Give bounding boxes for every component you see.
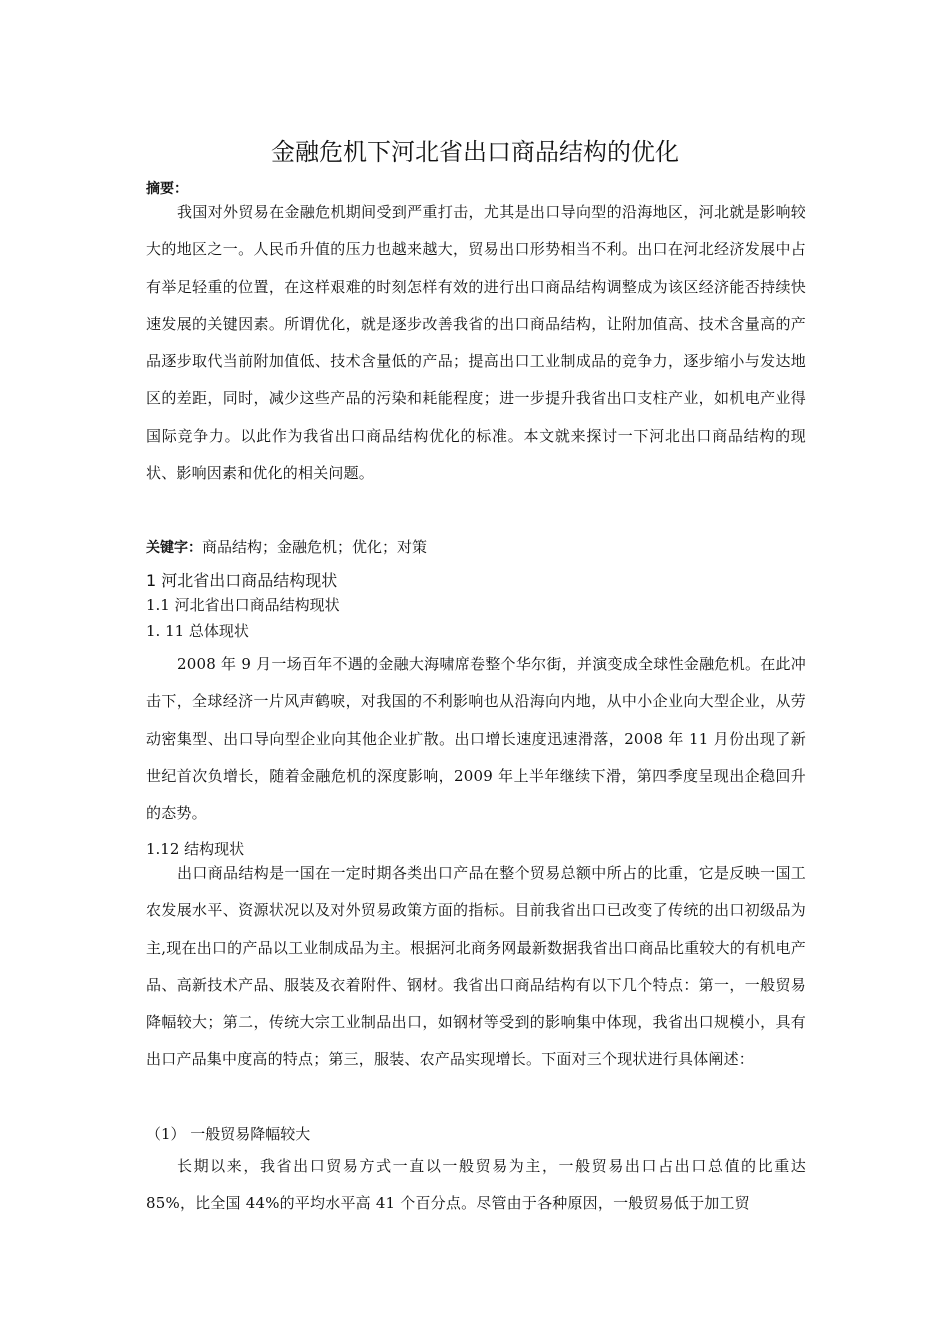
document-title: 金融危机下河北省出口商品结构的优化 <box>271 138 679 166</box>
section-1-heading: 1 河北省出口商品结构现状 <box>146 571 338 590</box>
keywords-text: 商品结构；金融危机；优化；对策 <box>202 538 428 556</box>
structure-status-paragraph: 出口商品结构是一国在一定时期各类出口产品在整个贸易总额中所占的比重，它是反映一国工农发展水平、资源状况以及对外贸易政策方面的指标。目前我省出口已改变了传统的出口初级品为主,现在出口的产品以工业制成品为主。根据河北商务网最新数据我省出口商品比重较大的有机电产品、高新技术产品、服装及衣着附件、钢材。我省出口商品结构有以下几个特点：第一，一般贸易降幅较大；第二，传统大宗工业制品出口，如钢材等受到的影响集中体现，我省出口规模小，具有出口产品集中度高的特点；第三，服装、农产品实现增长。下面对三个现状进行具体阐述： <box>146 864 806 1069</box>
section-1-12-heading: 1.12 结构现状 <box>146 840 245 858</box>
keywords-line <box>146 536 806 559</box>
keywords-label: 关键字： <box>146 540 202 556</box>
abstract-paragraph: 我国对外贸易在金融危机期间受到严重打击，尤其是出口导向型的沿海地区，河北就是影响较大的地区之一。人民币升值的压力也越来越大，贸易出口形势相当不利。出口在河北经济发展中占有举足轻重的位置，在这样艰难的时刻怎样有效的进行出口商品结构调整成为该区经济能否持续快速发展的关键因素。所谓优化，就是逐步改善我省的出口商品结构，让附加值高、技术含量高的产品逐步取代当前附加值低、技术含量低的产品；提高出口工业制成品的竞争力，逐步缩小与发达地区的差距，同时，减少这些产品的污染和耗能程度；进一步提升我省出口支柱产业，如机电产业得国际竞争力。以此作为我省出口商品结构优化的标准。本文就来探讨一下河北出口商品结构的现状、影响因素和优化的相关问题。 <box>146 203 806 483</box>
overall-status-paragraph: 2008 年 9 月一场百年不遇的金融大海啸席卷整个华尔街，并演变成全球性金融危机。在此冲击下，全球经济一片风声鹤唳，对我国的不利影响也从沿海向内地，从中小企业向大型企业，从劳动密集型、出口导向型企业向其他企业扩散。出口增长速度迅速滑落，2008 年 11 月份出现了新世纪首次负增长，随着金融危机的深度影响，2009 年上半年继续下滑，第四季度呈现出企稳回升的态势。 <box>146 655 806 823</box>
item-1-paragraph: 长期以来，我省出口贸易方式一直以一般贸易为主，一般贸易出口占出口总值的比重达 85%，比全国 44%的平均水平高 41 个百分点。尽管由于各种原因，一般贸易低于加工贸 <box>146 1157 806 1213</box>
item-1-heading: （1） 一般贸易降幅较大 <box>146 1125 311 1143</box>
abstract-label: 摘要： <box>146 181 188 197</box>
section-1-11-heading: 1. 11 总体现状 <box>146 622 249 640</box>
section-1-1-heading: 1.1 河北省出口商品结构现状 <box>146 596 340 614</box>
